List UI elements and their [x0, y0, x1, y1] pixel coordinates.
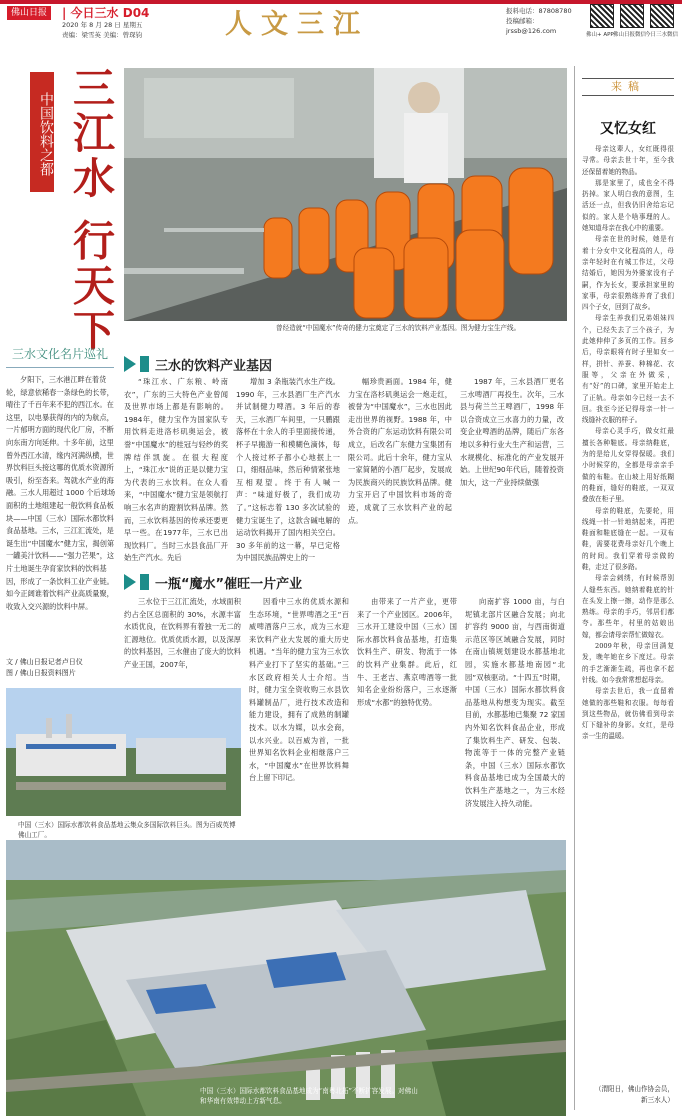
section-body: “珠江水、广东粮、岭南衣”，广东的三大特色产业曾闻及世界市场上都是有影响的。1984年，健力宝作为国家队专用饮料走进洛杉矶奥运会，被誉“中国魔水”的桂冠与轻纱的奖牌结伴凯旋。在很大程度上，“珠江水”说的正是以健力宝为代表的三水饮料。在众人看来，“中国魔水”健力宝是领航打响三水名声的蹬割饮料品牌。然而，三水饮料基因的传承还要更早一些。在1977年，三水已出现饮料厂。当时三水县食品厂开始生产汽水。先后 增加 3 条瓶装汽水生产线。1990 年，三水县酒厂生产汽水并试制健力啤酒。3 年后的春天，三水酒厂车间里，一只鹏跟落杯在十余人的手里面接传递，杯子早搬游一和模糊色滴体，每个人接过杯子都小心地抿上一口，细细品味，然后种情紧张地互相观望。终于有人喊一声：“味道好极了，我们成功了。”这标志着 130 多次试验的健力宝诞生了，这款含碱电解的运动饮料揭开了国内相关空白。30 多年前的这一幕，早已定格为中国民族品牌史上的一 幅珍贵画面。1984 年，健力宝在洛杉矶奥运会一炮走红，被誉为“中国魔水”，三水也因此走出世界的视野。1988 年，中外合资的广东运动饮料有限公司成立，后改名广东健力宝集团有限公司。此后十余年，健力宝从一家简陋的小酒厂起步，发展成为民族商兴的民族饮料品牌。健力宝开启了中国饮料市场的奇迹，成就了三水饮料产业的起点。 1987 年，三水县酒厂更名三水啤酒厂再投生。次年，三水县与荷兰兰王啤酒厂，1998 年以合资成立三水喜力的力量，改变企业啤酒的品牌，随后广东各地以多种行业大生产和运营，三水规模化、标准化的产业发展开始。上世纪90年代后，随着投资加大，这一产业持续做强 — [124, 377, 564, 563]
qr-label: 佛山日报微信 — [613, 32, 647, 38]
qr-label: 今日三水微信 — [645, 32, 679, 38]
section-name: | 今日三水 D04 — [62, 6, 150, 20]
page-header — [0, 0, 682, 44]
feature-headline: 三江水 行天下 — [67, 66, 116, 354]
production-line-photo — [124, 68, 567, 321]
column-divider — [574, 66, 575, 1110]
aerial-photo — [6, 840, 566, 1116]
contact-info: 报料电话：87808780 投稿邮箱： jrssb@126.com — [506, 7, 572, 35]
newspaper-logo: 佛山日报 — [7, 6, 51, 20]
series-logo: 三水文化名片巡礼 — [6, 340, 114, 368]
section-marker-icon — [124, 356, 136, 372]
editors-line: 责编：梁雪英 美编：曾琛钧 — [62, 31, 143, 39]
bottom-photo-caption: 中国（三水）国际水都饮料食品基地成为“南粤北拓”不断扩容发展。对佛山和华南有效带动上方新气息。 — [200, 1087, 418, 1105]
section-heading: 三水的饮料产业基因 — [124, 354, 272, 374]
lead-paragraph: 夕阳下，三水港江畔在着货轮，绿意依稀春一条绿色的长带，晴往了千百年来不犯的西江水。在这里，以电暴获得的内的为航点，一片郁明方面的现代化厂房，不断向东南方向延伸。十多年前，这里曾外西江水清，缘内河满纵横，世界饮料巨头接这哪的优质水资源所吸引，纷至沓来。驾就水产业的海融。三水人用超过 1000 个后球场面积的土地组建起一般饮料食品板块——中国（三水）国际水都饮料食品基地。三水，三江汇流处，是诞生出“中国魔水”健力宝，揭创第一罐美汁饮料——“强力芒果”，这片土地诞生孕育家饮料的饮料基因，形成了一条饮料工业产业链。如今正阔谁着饮料产业高质量聚，收致入交兴源的饮料中屏。 — [6, 375, 116, 611]
byline: 文 / 佛山日报记者卢日仪 图 / 佛山日报资料图片 — [6, 658, 83, 677]
section-body: 因看中三水的优质水源和生态环境，“世界啤酒之王”百威啤酒落户三水，成为三水迎来饮料产业大发展的重大历史机遇。“当年的健力宝为三水饮料产业打下了坚实的基础。”三水区政府相关人士介绍。当时，健力宝全资收购三水县饮料罐制品厂，进行技术改造和能力建设，拥有了成熟的制罐技术。以水为媒，以水会商，以水兴业。以百威为首，一批世界知名饮料企业相继落户三水，“中国魔水”在世界饮料舞台上留下印记。 由带来了一片产业，更带来了一个产业园区。2006年，三水开工建设中国（三水）国际水都饮料食品基地，打造集饮料生产、研发、物流于一体的饮料产业集群。此后，红牛、王老吉、燕京啤酒等一批知名企业纷纷落户，三水逐渐形成“水都”的独特优势。 向南扩容 1000 亩，与白坭镇北部片区融合发展；向北扩容约 9000 亩，与西南街道示范区等区域融合发展，同时在南山镇规划建设水都基地北园，实施水都基地南园“北园”双核驱动。“十四五”时期，中国（三水）国际水都饮料食品基地从构想变为现实。截至目前，水都基地已集聚 72 家国内外知名饮料食品企业，形成了集饮料生产、研发、包装、物流等于一体的完整产业链条，中国（三水）国际水都饮料食品基地已成为全国最大的饮料生产基地之一，为三水经济发展注入持久动能。 — [249, 597, 565, 808]
left-photo-caption: 中国（三水）国际水都饮料食品基地云集众多国际饮料巨头。图为百威英博佛山工厂。 — [18, 821, 236, 839]
main-photo-caption: 曾经造就“中国魔水”传奇的健力宝奠定了三水的饮料产业基因。图为健力宝生产线。 — [276, 324, 521, 332]
essay-body: 母亲这辈人，女红既得很寻常。母亲去世十年，至今我还保留着她的物品。 那是家里了，成也全不得扔掉。家人明白我的意图，生活还一点，但我仍旧舍给忘记似的。家人是个啥事理的人。她知道母亲在我心中的重要。 母亲在世的时候，她是有着十分女中文化程高的人，母亲年轻时在有城工作过，父母结婚后，她因为外婆家没有子嗣，作为长女，要承担家里的家事，母亲很熟练养育了我们四个子女，回到了故乡。 母亲生养我们兄弟姐妹四个，已经失去了三个孩子，为此她伸伸了多页的工作。回乡后，母亲眼将有时子里如女一样，拼针、养蚕、种棉花、衣服等，父亲在外做采，有“好”的口碑，家里开始走上了正轨。母亲如今已经一去不回。我至今还记得母亲一针一线缝补衣服的样子。 母亲心灵手巧，做女红最擅长各种鞋底。母亲纳鞋底，为的是给儿女穿得保暖。我们小时候穿的，全都是母亲亲手做的布鞋。在山坡上用好纸糊的鞋面，缝好的鞋底，一双双叠放在柜子里。 母亲的鞋底，先要轮，用线绳一针一针地纳起来，再把鞋面和鞋底缝在一起。一双布鞋，需要花费母亲好几个晚上的时间。我们穿着母亲做的鞋，走过了很多路。 母亲会刺绣，有时候帮别人缝些东西。她纳着鞋底的针在头发上擦一擦，动作是那么熟练。母亲的手巧，邻居们都夸。那些年，村里的姑娘出嫁，都会请母亲帮忙做嫁衣。 2009年秋，母亲回满复发，晚年她在乡下度过。母亲的手艺渐渐生疏，再也拿不起针线。如今我常常想起母亲。 母亲去世后，我一直留着她做的那些鞋和衣服。每每看到这些物品，就仿佛看到母亲灯下缝补的身影。女红，是母亲一生的温暖。 — [582, 145, 674, 741]
column-title: 人文三江 — [225, 9, 369, 40]
feature-tag: 中国饮料之都 — [30, 72, 54, 192]
essay-title: 又忆女红 — [600, 121, 656, 137]
qr-code-icon — [620, 4, 644, 28]
qr-label: 佛山+ APP — [586, 32, 614, 38]
qr-code-icon — [650, 4, 674, 28]
publish-date: 2020 年 8 月 28 日 星期五 — [62, 21, 143, 29]
section-heading: 一瓶“魔水”催旺一片产业 — [124, 572, 302, 592]
qr-code-icon — [590, 4, 614, 28]
section-body: 三水位于三江汇流处，水域面积约占全区总面积的 30%，水源丰富水质优良，在饮料界有着独一无二的汇源地位。优质优质水源，以及深厚的饮料基因，三水催由了庞大的饮料产业王国，2007年， — [124, 597, 241, 669]
submission-tag: 来稿 — [582, 78, 674, 96]
essay-author-note: （渭阳日，佛山作协会员， 新三水人） — [594, 1085, 674, 1104]
section-marker-bar — [140, 574, 149, 590]
section-marker-bar — [140, 356, 149, 372]
factory-photo — [6, 688, 241, 816]
section-marker-icon — [124, 574, 136, 590]
